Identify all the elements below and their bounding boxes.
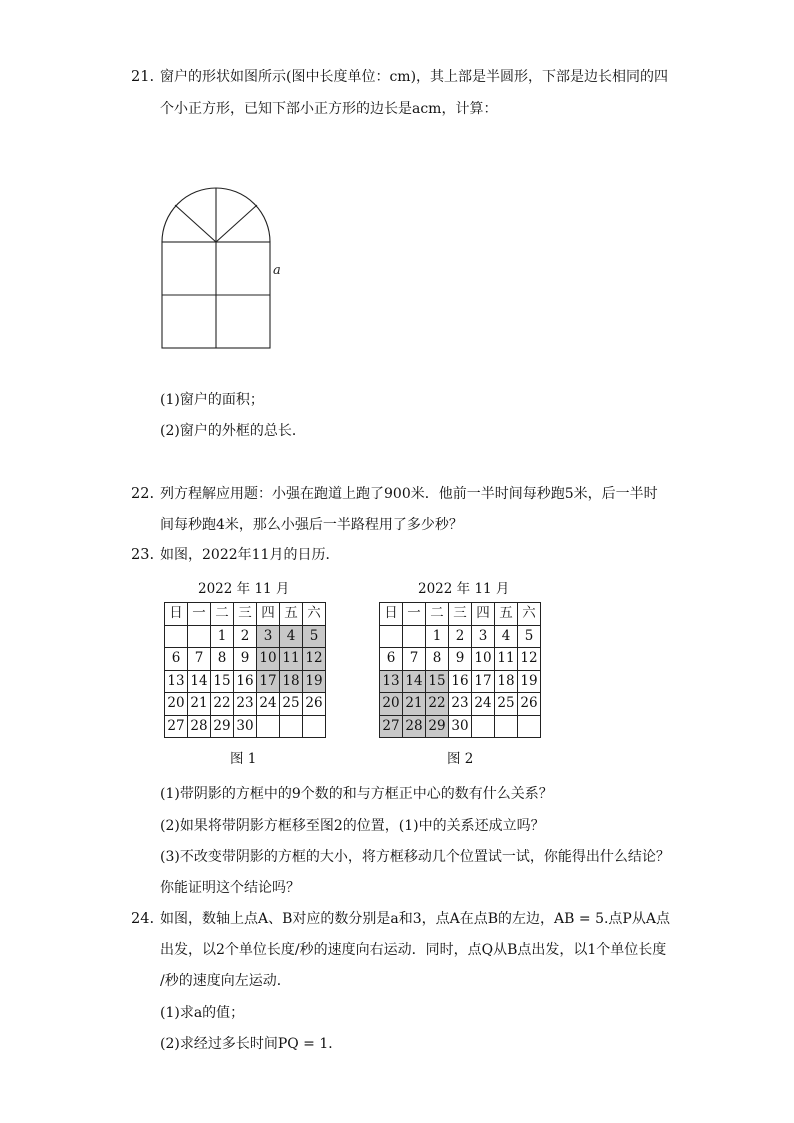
calendar-day-cell: 21 — [188, 693, 211, 716]
calendar-day-cell: 22 — [211, 693, 234, 716]
calendar-week-row — [165, 670, 326, 693]
calendar-day-cell: 5 — [518, 625, 541, 648]
calendar-header-row — [380, 603, 541, 626]
calendar-day-cell: 29 — [211, 715, 234, 738]
question-number-22: 22. — [131, 486, 155, 502]
calendar-day-cell: 14 — [188, 670, 211, 693]
calendar-day-cell: 3 — [257, 625, 280, 648]
calendar2-caption: 图 2 — [447, 751, 474, 767]
q22-text-line1: 列方程解应用题：小强在跑道上跑了900米．他前一半时间每秒跑5米，后一半时 — [160, 486, 658, 502]
calendar-week-row — [165, 715, 326, 738]
calendar-header-row — [165, 603, 326, 626]
calendar-week-row — [380, 625, 541, 648]
calendar-day-cell: 1 — [211, 625, 234, 648]
calendar-day-cell: 17 — [472, 670, 495, 693]
q24-text-line3: /秒的速度向左运动． — [160, 973, 291, 989]
window-ray-1 — [175, 205, 216, 242]
calendar-day-cell — [280, 715, 303, 738]
calendar-day-cell: 11 — [495, 648, 518, 671]
calendar-figure-1 — [164, 602, 326, 738]
calendar-day-cell: 9 — [234, 648, 257, 671]
calendar-day-cell: 9 — [449, 648, 472, 671]
calendar-day-cell: 30 — [234, 715, 257, 738]
calendar-weekday-header: 日 — [380, 603, 403, 626]
q24-text-line2: 出发，以2个单位长度/秒的速度向右运动．同时，点Q从B点出发，以1个单位长度 — [160, 942, 667, 958]
calendar-day-cell: 30 — [449, 715, 472, 738]
calendar-week-row — [380, 648, 541, 671]
calendar-day-cell: 18 — [495, 670, 518, 693]
calendar-weekday-header: 四 — [472, 603, 495, 626]
q23-text-line1: 如图，2022年11月的日历． — [160, 547, 340, 563]
calendar-day-cell: 26 — [518, 693, 541, 716]
window-ray-3 — [216, 205, 257, 242]
calendar-day-cell — [257, 715, 280, 738]
calendar-weekday-header: 二 — [211, 603, 234, 626]
calendar-week-row — [380, 670, 541, 693]
calendar-day-cell — [403, 625, 426, 648]
calendar-day-cell: 4 — [495, 625, 518, 648]
calendar-day-cell: 23 — [234, 693, 257, 716]
calendar-day-cell: 5 — [303, 625, 326, 648]
calendar-day-cell: 25 — [280, 693, 303, 716]
calendar-day-cell: 7 — [403, 648, 426, 671]
calendar-day-cell: 27 — [165, 715, 188, 738]
q21-sub1: (1)窗户的面积； — [160, 392, 264, 408]
question-number-24: 24. — [131, 911, 155, 927]
calendar-day-cell — [188, 625, 211, 648]
calendar-day-cell: 2 — [234, 625, 257, 648]
calendar-weekday-header: 二 — [426, 603, 449, 626]
calendar1-title: 2022 年 11 月 — [198, 581, 290, 597]
calendar-day-cell: 15 — [426, 670, 449, 693]
calendar-day-cell: 7 — [188, 648, 211, 671]
calendar-day-cell — [495, 715, 518, 738]
calendar-day-cell: 28 — [403, 715, 426, 738]
calendar-day-cell: 17 — [257, 670, 280, 693]
calendar-day-cell: 18 — [280, 670, 303, 693]
calendar-day-cell: 1 — [426, 625, 449, 648]
calendar-day-cell: 26 — [303, 693, 326, 716]
calendar-weekday-header: 一 — [403, 603, 426, 626]
q23-sub1: (1)带阴影的方框中的9个数的和与方框正中心的数有什么关系？ — [160, 786, 553, 802]
calendar-day-cell: 28 — [188, 715, 211, 738]
calendar2-title: 2022 年 11 月 — [418, 581, 510, 597]
calendar-day-cell: 8 — [426, 648, 449, 671]
calendar-day-cell: 2 — [449, 625, 472, 648]
question-number-23: 23. — [131, 547, 155, 563]
window-side-label: a — [273, 263, 281, 278]
calendar-weekday-header: 六 — [518, 603, 541, 626]
q21-text-line2: 个小正方形，已知下部小正方形的边长是acm，计算： — [160, 101, 498, 117]
calendar-day-cell: 20 — [380, 693, 403, 716]
calendar-day-cell — [518, 715, 541, 738]
calendar-day-cell: 13 — [380, 670, 403, 693]
calendar-weekday-header: 日 — [165, 603, 188, 626]
calendar-weekday-header: 一 — [188, 603, 211, 626]
calendar-day-cell: 11 — [280, 648, 303, 671]
calendar-day-cell: 6 — [165, 648, 188, 671]
calendar-day-cell — [303, 715, 326, 738]
q24-sub2: (2)求经过多长时间PQ = 1． — [160, 1036, 343, 1052]
calendar-day-cell: 13 — [165, 670, 188, 693]
q24-sub1: (1)求a的值； — [160, 1005, 245, 1021]
calendar-day-cell: 22 — [426, 693, 449, 716]
calendar-day-cell: 16 — [234, 670, 257, 693]
q21-text-line1: 窗户的形状如图所示(图中长度单位：cm)，其上部是半圆形，下部是边长相同的四 — [160, 69, 669, 85]
calendar-week-row — [165, 693, 326, 716]
calendar-week-row — [165, 625, 326, 648]
calendar-weekday-header: 三 — [449, 603, 472, 626]
calendar-day-cell: 12 — [518, 648, 541, 671]
calendar-week-row — [380, 715, 541, 738]
q23-sub2: (2)如果将带阴影方框移至图2的位置，(1)中的关系还成立吗？ — [160, 818, 545, 834]
calendar-day-cell: 19 — [518, 670, 541, 693]
calendar-day-cell: 3 — [472, 625, 495, 648]
calendar-day-cell: 16 — [449, 670, 472, 693]
calendar-week-row — [165, 648, 326, 671]
question-number-21: 21. — [131, 69, 155, 85]
calendar-day-cell — [380, 625, 403, 648]
q23-sub3-continued: 你能证明这个结论吗？ — [160, 880, 300, 896]
calendar-weekday-header: 五 — [495, 603, 518, 626]
q21-sub2: (2)窗户的外框的总长． — [160, 423, 306, 439]
calendar-day-cell: 4 — [280, 625, 303, 648]
q22-text-line2: 间每秒跑4米，那么小强后一半路程用了多少秒？ — [160, 517, 463, 533]
q24-text-line1: 如图，数轴上点A、B对应的数分别是a和3，点A在点B的左边，AB = 5.点P从A点 — [160, 911, 670, 927]
calendar-day-cell: 15 — [211, 670, 234, 693]
calendar-day-cell: 27 — [380, 715, 403, 738]
calendar-day-cell — [165, 625, 188, 648]
calendar-day-cell: 24 — [257, 693, 280, 716]
calendar-weekday-header: 三 — [234, 603, 257, 626]
calendar-day-cell: 19 — [303, 670, 326, 693]
calendar-day-cell: 20 — [165, 693, 188, 716]
calendar-day-cell: 12 — [303, 648, 326, 671]
calendar1-caption: 图 1 — [230, 751, 257, 767]
calendar-day-cell: 6 — [380, 648, 403, 671]
calendar-weekday-header: 四 — [257, 603, 280, 626]
calendar-day-cell: 21 — [403, 693, 426, 716]
calendar-weekday-header: 五 — [280, 603, 303, 626]
calendar-day-cell: 10 — [257, 648, 280, 671]
calendar-day-cell: 23 — [449, 693, 472, 716]
calendar-figure-2 — [379, 602, 541, 738]
calendar-day-cell: 14 — [403, 670, 426, 693]
calendar-weekday-header: 六 — [303, 603, 326, 626]
calendar-day-cell: 24 — [472, 693, 495, 716]
q23-sub3: (3)不改变带阴影的方框的大小，将方框移动几个位置试一试，你能得出什么结论？ — [160, 849, 670, 865]
calendar-day-cell: 25 — [495, 693, 518, 716]
calendar-day-cell: 29 — [426, 715, 449, 738]
calendar-day-cell: 8 — [211, 648, 234, 671]
calendar-day-cell — [472, 715, 495, 738]
window-figure — [150, 180, 290, 355]
calendar-day-cell: 10 — [472, 648, 495, 671]
calendar-week-row — [380, 693, 541, 716]
